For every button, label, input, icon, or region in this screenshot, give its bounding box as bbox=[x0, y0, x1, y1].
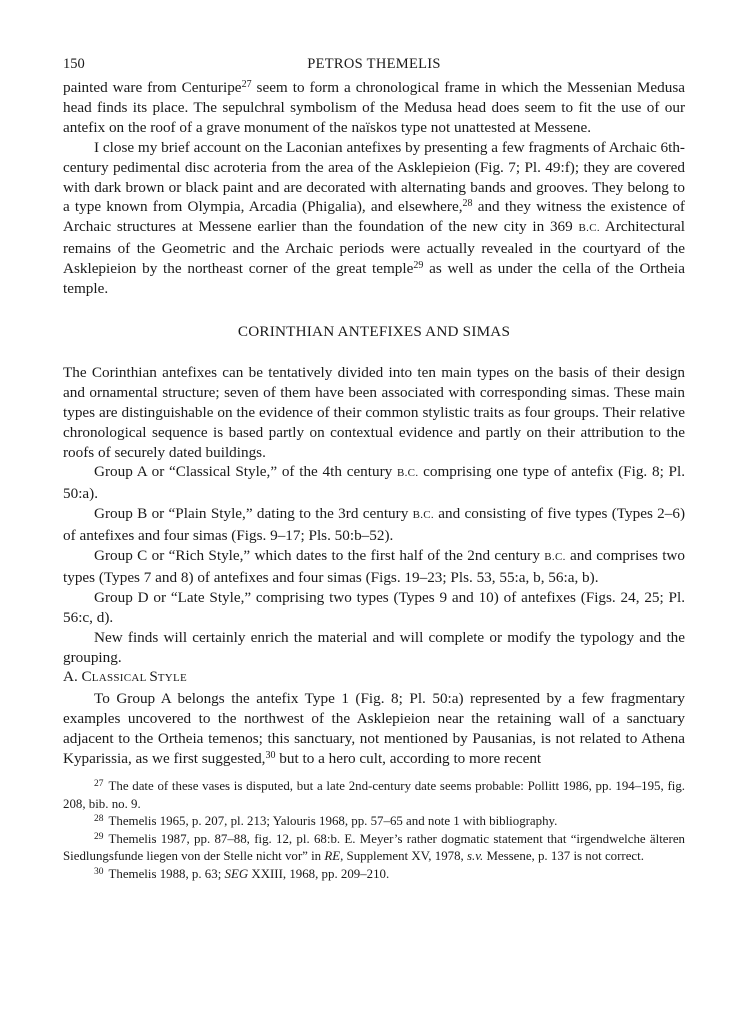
footnote: $^{28}$ Themelis 1965, p. 207, pl. 213; Yalouris 1968, pp. 57–65 and note 1 with bibliography. bbox=[94, 814, 558, 828]
footnote-ref[interactable]: 28 bbox=[462, 198, 473, 210]
footnote: $^{27}$ The date of these vases is disputed, but a late 2nd-century date seems probable: Pollitt 1986, pp. 194–195, fig. 208, bib. no. 9. bbox=[63, 779, 685, 811]
paragraph: painted ware from Centuripe$^{27}$ seem to form a chronological frame in which the Messenian Medusa head finds its place. The sepulchral symbolism of the Medusa head does seem to fit the use of our antefix on the roof of a grave monument of the naïskos type not unattested at Messene. bbox=[63, 79, 686, 136]
paragraph: The Corinthian antefixes can be tentatively divided into ten main types on the basis of their design and ornamental structure; seven of them have been associated with corresponding simas. These main types are distinguishable on the evidence of their common stylistic traits as four groups. Their relative chronological sequence is based partly on contextual evidence and partly on their attribution to the roofs of securely dated buildings. bbox=[63, 363, 685, 461]
page-header bbox=[63, 56, 685, 78]
footnote-ref[interactable]: 30 bbox=[265, 750, 276, 762]
footnote-ref[interactable]: 29 bbox=[413, 260, 424, 272]
page bbox=[63, 56, 685, 883]
paragraph: I close my brief account on the Laconian antefixes by presenting a few fragments of Archaic 6th-century pedimental disc acroteria from the area of the Asklepieion (Fig. 7; Pl. 49:f); they are covered with dark brown or black paint and are decorated with alternating bands and grooves. They belong to a type known from Olympia, Arcadia (Phigalia), and elsewhere,$^{28}$ and they witness the existence of Archaic structures at Messene earlier than the foundation of the new city in 369 B.C. Architectural remains of the Geometric and the Archaic periods were actually revealed in the courtyard of the Asklepieion by the northeast corner of the great temple$^{29}$ as well as under the cella of the Ortheia temple. bbox=[63, 138, 685, 298]
paragraph-group-a: Group A or “Classical Style,” of the 4th century B.C. comprising one type of antefix (Fig. 8; Pl. 50:a). bbox=[63, 463, 686, 503]
paragraph-group-b: Group B or “Plain Style,” dating to the 3rd century B.C. and consisting of five types (Types 2–6) of antefixes and four simas (Figs. 9–17; Pls. 50:b–52). bbox=[63, 505, 686, 545]
running-head: PETROS THEMELIS bbox=[307, 56, 441, 72]
subsection-heading: A. CLASSICAL STYLE bbox=[63, 668, 188, 686]
footnote-ref[interactable]: 27 bbox=[241, 79, 252, 90]
footnote: $^{30}$ Themelis 1988, p. 63; SEG XXIII, 1968, pp. 209–210. bbox=[94, 866, 390, 881]
paragraph-group-c: Group C or “Rich Style,” which dates to the first half of the 2nd century B.C. and comprises two types (Types 7 and 8) of antefixes and four simas (Figs. 19–23; Pls. 53, 55:a, b, 56:a, b). bbox=[63, 547, 685, 586]
section-heading: CORINTHIAN ANTEFIXES AND SIMAS bbox=[237, 322, 511, 340]
paragraph: To Group A belongs the antefix Type 1 (Fig. 8; Pl. 50:a) represented by a few fragmentary examples uncovered to the northwest of the Asklepieion near the retaining wall of a sanctuary adjacent to the Ortheia temenos; this sanctuary, not mentioned by Pausanias, is not related to Athena Kyparissia, as we first suggested,$^{30}$ but to a hero cult, according to more recent bbox=[63, 690, 685, 768]
paragraph-group-d: Group D or “Late Style,” comprising two types (Types 9 and 10) of antefixes (Figs. 24, 25; Pl. 56:c, d). bbox=[63, 588, 685, 626]
footnote: $^{29}$ Themelis 1987, pp. 87–88, fig. 12, pl. 68:b. E. Meyer’s rather dogmatic statement that “irgendwelche älteren Siedlungsfunde liegen von der Stelle nicht vor” in RE, Supplement XV, 1978, s.v. Messene, p. 137 is not correct. bbox=[63, 831, 685, 863]
footnotes bbox=[63, 778, 685, 883]
paragraph: New finds will certainly enrich the material and will complete or modify the typology and the grouping. bbox=[63, 628, 685, 666]
page-number: 150 bbox=[63, 56, 85, 72]
body-text bbox=[63, 78, 685, 769]
